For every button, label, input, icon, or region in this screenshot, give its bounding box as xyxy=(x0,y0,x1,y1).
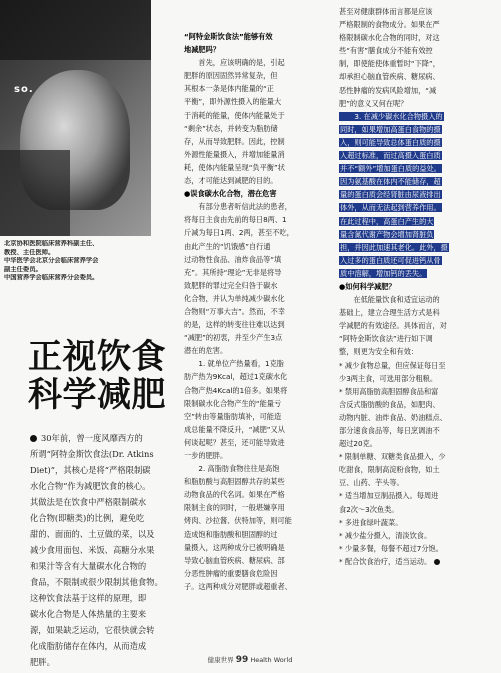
line-text: 斤减为每日1两、2两，甚至不吃， xyxy=(184,228,294,238)
intro-line-text: 源，如果缺乏运动，它很快就会转 xyxy=(30,625,155,635)
body-line xyxy=(184,109,317,122)
body-line xyxy=(339,254,472,267)
intro-line xyxy=(30,494,168,510)
line-text: 食2次～3次鱼类。 xyxy=(339,504,399,514)
body-line xyxy=(184,554,317,567)
body-line xyxy=(339,463,472,476)
footer-brand: 健康世界 xyxy=(207,656,234,664)
body-line xyxy=(339,293,472,306)
body-line xyxy=(339,136,472,149)
body-line xyxy=(184,357,317,370)
line-text: 态，才可能达到减肥的目的。 xyxy=(184,176,278,186)
line-text: 烤肉、沙拉酱、伏特加等，则可能 xyxy=(184,516,292,526)
line-text: 并不“额外”增加蛋白质的益处。 xyxy=(340,164,441,174)
intro-line xyxy=(30,606,168,622)
line-text: “减肥”的初衷，并至少产生3点 xyxy=(184,333,283,343)
line-text: 合物则“万事大吉”。然而，不幸 xyxy=(184,306,285,316)
body-line xyxy=(339,503,472,516)
body-line xyxy=(184,318,317,331)
line-text: 吃甜食，限制高淀粉食物，如土 xyxy=(339,465,440,475)
line-text: 有部分患者听信此法的患者， xyxy=(184,202,292,212)
intro-line-text: 和果汁等含有大量碳水化合物的 xyxy=(30,561,147,571)
body-line xyxy=(339,123,472,136)
line-text: 2. 高脂肪食物往往是高饱 xyxy=(184,464,280,474)
line-text: 限制主食的同时，一般堪嫌享用 xyxy=(184,503,285,513)
line-text: 何谈起呢？甚至，还可能导致进 xyxy=(184,437,285,447)
body-line xyxy=(184,292,317,305)
line-text: “剩余”状态，并转变为脂肪储 xyxy=(184,123,278,133)
body-line xyxy=(339,489,472,502)
line-text: * 减少食物总量，但应保证每日至 xyxy=(339,360,446,370)
body-line xyxy=(184,488,317,501)
line-text: 甚至对健康群体而言都是应该 xyxy=(339,7,433,16)
body-line xyxy=(184,213,317,226)
intro-line-text: 化成脂肪储存在体内，从而造成 xyxy=(30,641,147,651)
line-text: 动物内脏、油炸食品、奶油糕点、 xyxy=(339,412,447,422)
article-headline xyxy=(28,338,166,414)
intro-line-text: 减少食用面包、米饭、高糖分水果 xyxy=(30,545,155,555)
line-text: 存，从而导致肥胖。因此，控制 xyxy=(184,136,285,146)
body-line xyxy=(339,529,472,542)
line-text: 于消耗的能量，使体内能量处于 xyxy=(184,110,285,120)
author-line: 北京协和医院临床营养科副主任、 xyxy=(4,240,99,247)
line-text: 造成饱和脂肪酸和胆固醇的过 xyxy=(184,529,278,539)
section-heading xyxy=(184,43,317,56)
body-line xyxy=(184,161,317,174)
intro-line-text: 化合物(即糖类)的比例，避免吃 xyxy=(30,513,145,523)
body-line xyxy=(339,228,472,241)
line-text: 致肥胖的罪过完全归咎于碳水 xyxy=(184,280,278,290)
line-text: 空”转由等量脂肪填补，可能造 xyxy=(184,411,282,421)
body-line xyxy=(184,279,317,292)
line-text: 一步的肥胖。 xyxy=(184,451,228,460)
body-column-middle xyxy=(184,30,317,593)
line-text: 充”。其所持“理论”无非是将导 xyxy=(184,267,282,277)
body-line xyxy=(184,501,317,514)
line-text: 些“有害”膳食成分不能有效控 xyxy=(339,46,433,56)
body-line xyxy=(184,567,317,580)
body-line xyxy=(184,331,317,344)
line-text: 首先，应该明确的是，引起 xyxy=(184,58,285,68)
line-text: 制，即使能使体重暂时“下降”， xyxy=(339,59,440,69)
intro-line-text: 甜的、面面的、土豆做的菜，以及 xyxy=(30,529,155,539)
line-text: 恶性肿瘤的发病风险增加，“减 xyxy=(339,85,437,95)
photo-overlay-text: so. xyxy=(14,84,34,95)
body-line xyxy=(339,149,472,162)
intro-line-text: 肥胖。 xyxy=(30,657,55,667)
line-text: 入超过标准，而过高摄入蛋白质 xyxy=(340,151,441,161)
body-line xyxy=(184,82,317,95)
intro-line xyxy=(30,462,168,478)
body-line xyxy=(339,215,472,228)
line-text: 将每日主食由先前的每日8两、1 xyxy=(184,215,287,225)
body-line xyxy=(184,528,317,541)
body-line xyxy=(339,44,472,57)
intro-line xyxy=(30,542,168,558)
line-text: 子。这两种成分对肥胖或超重者、 xyxy=(184,581,292,591)
body-line xyxy=(184,69,317,82)
headline-line-2: 科学减肥 xyxy=(28,375,166,415)
body-line xyxy=(184,475,317,488)
body-line xyxy=(339,97,472,110)
line-text: 1. 就单位产热量看，1克脂 xyxy=(184,359,284,369)
intro-line xyxy=(30,510,168,526)
intro-line-text: Diet)”，其核心是将“严格限制碳 xyxy=(30,465,151,475)
author-line: 中华医学会北京分会临床营养学会 xyxy=(4,257,99,265)
photo-shadow xyxy=(0,0,151,60)
body-line xyxy=(184,423,317,436)
intro-line xyxy=(30,638,168,654)
line-text: 部分速食食品等，每日烹调油不 xyxy=(339,426,440,435)
intro-line-text: 所谓“阿特金斯饮食法(Dr. Atkins xyxy=(30,449,154,459)
body-line xyxy=(339,18,472,31)
line-text: ●如何科学减肥？ xyxy=(339,281,396,291)
body-line xyxy=(339,437,472,450)
line-text: 导致心脑血管疾病、糖尿病、部 xyxy=(184,555,285,565)
body-line xyxy=(339,398,472,411)
section-heading xyxy=(184,30,317,43)
body-column-right xyxy=(339,5,472,568)
intro-line xyxy=(30,446,168,462)
body-line xyxy=(339,424,472,437)
section-heading xyxy=(184,187,317,200)
line-text: 的是，这样的转变往往难以达到 xyxy=(184,320,285,330)
body-line xyxy=(339,411,472,424)
body-line xyxy=(339,110,472,123)
line-text: 量的蛋白质会经肾脏由尿液排出 xyxy=(340,190,441,200)
line-text: 合物产热4Kcal的1倍多。如果将 xyxy=(184,385,288,395)
body-line xyxy=(339,332,472,345)
body-line xyxy=(184,200,317,213)
body-line xyxy=(339,372,472,385)
body-line xyxy=(184,174,317,187)
line-text: * 适当增加豆制品摄入。每周进 xyxy=(339,491,439,501)
intro-line-text: 30年前，曾一度风靡西方的 xyxy=(41,433,143,443)
page-number: 99 xyxy=(235,655,249,665)
photo-dark-area xyxy=(0,150,70,236)
intro-line xyxy=(30,622,168,638)
line-text: 耗，使体内能量呈现“负平衡”状 xyxy=(184,162,285,172)
line-text: 含反式脂肪酸的食品，如肥肉、 xyxy=(339,399,440,409)
line-text: 和脂肪酸与高胆固醇共存的某些 xyxy=(184,477,285,487)
body-line xyxy=(184,148,317,161)
headline-line-1: 正视饮食 xyxy=(28,337,166,377)
line-text: 成总能量不降反升，“减肥”又从 xyxy=(184,424,285,434)
line-text: 限制碳水化合物产生的“能量亏 xyxy=(184,398,282,408)
line-text: 学减肥的有效途径。具体而言，对 xyxy=(339,321,447,331)
body-line xyxy=(339,319,472,332)
line-text: 肪产热为9Kcal，超过1克碳水化 xyxy=(184,372,288,382)
body-line xyxy=(184,541,317,554)
intro-line xyxy=(30,590,168,606)
line-text: 地减肥吗？ xyxy=(184,45,220,55)
body-line xyxy=(339,306,472,319)
author-line: 教授、主任医师。 xyxy=(4,248,55,256)
line-text: 潜在的危害。 xyxy=(184,346,228,356)
line-text: 基础上，建立合理生活方式是科 xyxy=(339,308,440,318)
line-text: 其根本一条是体内能量的“正 xyxy=(184,84,274,94)
author-line: 副主任委员。 xyxy=(4,265,42,273)
section-heading xyxy=(339,280,472,293)
intro-line-text: 这种饮食法基于这样的原理，即 xyxy=(30,593,147,603)
author-bio xyxy=(4,240,152,283)
body-line xyxy=(339,385,472,398)
body-line xyxy=(184,410,317,423)
body-line xyxy=(339,542,472,555)
line-text: * 禁用高脂肪高胆固醇食品和富 xyxy=(339,386,439,396)
intro-line xyxy=(30,430,168,446)
body-line xyxy=(339,241,472,254)
line-text: 外源性能量摄入，并增加能量消 xyxy=(184,149,285,159)
end-mark-icon xyxy=(434,559,440,565)
line-text: 由此产生的“饥饿感”自行通 xyxy=(184,241,271,251)
body-line xyxy=(339,516,472,529)
intro-line xyxy=(30,558,168,574)
body-line xyxy=(339,201,472,214)
line-text: 担，并因此加速其老化。此外，摄 xyxy=(340,242,448,252)
line-text: * 多进食绿叶蔬菜。 xyxy=(339,517,403,527)
line-text: 过动物性食品、油炸食品等“填 xyxy=(184,254,282,264)
intro-line xyxy=(30,654,168,670)
body-line xyxy=(184,462,317,475)
line-text: 量含氮代谢产物会增加肾脏负 xyxy=(340,229,434,239)
body-line xyxy=(184,95,317,108)
body-line xyxy=(184,580,317,593)
line-text: 却承担心脑血管疾病、糖尿病、 xyxy=(339,72,440,82)
body-line xyxy=(184,449,317,462)
line-text: 入过多的蛋白质还可促进钙从骨 xyxy=(340,255,441,265)
body-line xyxy=(184,384,317,397)
portrait-photo xyxy=(0,0,151,236)
body-line xyxy=(339,450,472,463)
body-line xyxy=(184,344,317,357)
line-text: 量摄入，这两种成分已被明确是 xyxy=(184,542,285,552)
body-line xyxy=(184,370,317,383)
body-line xyxy=(339,5,472,18)
intro-line-text: 食品，不限制或很少限制其他食物。 xyxy=(30,577,163,587)
body-line xyxy=(184,266,317,279)
line-text: 肥胖的原因固然异常复杂，但 xyxy=(184,71,278,81)
line-text: 动物食品的代名词。如果在严格 xyxy=(184,490,285,500)
body-line xyxy=(339,31,472,44)
line-text: * 配合饮食治疗，适当运动。 xyxy=(339,556,432,566)
body-line xyxy=(339,359,472,372)
line-text: 肥”的意义又何在呢？ xyxy=(339,98,408,108)
line-text: 超过20克。 xyxy=(339,439,377,449)
line-text: 在此过程中，高蛋白产生的大 xyxy=(340,216,434,226)
body-line xyxy=(184,436,317,449)
line-text: 分恶性肿瘤的重要膳食危险因 xyxy=(184,568,278,578)
intro-line-text: 碳水化合物是人体热量的主要来 xyxy=(30,609,147,619)
line-text: 3. 在减少碳水化合物摄入的 xyxy=(340,111,443,121)
body-line xyxy=(339,70,472,83)
intro-line xyxy=(30,526,168,542)
body-line xyxy=(339,345,472,358)
intro-line-text: 水化合物”作为减肥饮食的核心。 xyxy=(30,481,151,491)
bullet-icon xyxy=(30,435,37,442)
line-text: “阿特金斯饮食法”进行如下调 xyxy=(339,334,433,344)
body-line xyxy=(339,162,472,175)
line-text: 同时，如果增加高蛋白食物的摄 xyxy=(340,124,441,134)
line-text: 因为氨基酸在体内不能储存，超 xyxy=(340,177,441,187)
line-text: 整，则更为安全和有效： xyxy=(339,347,419,357)
line-text: * 减少盐分摄入，清淡饮食。 xyxy=(339,530,432,540)
body-line xyxy=(339,476,472,489)
body-line xyxy=(184,253,317,266)
body-line xyxy=(339,57,472,70)
body-line xyxy=(184,226,317,239)
intro-line xyxy=(30,574,168,590)
body-line xyxy=(339,175,472,188)
line-text: 化合物，并认为单纯减少碳水化 xyxy=(184,293,285,303)
author-line: 中国营养学会临床营养分会委员。 xyxy=(4,274,99,282)
footer-brand-en: Health World xyxy=(250,656,293,664)
body-line xyxy=(184,305,317,318)
page-footer xyxy=(170,655,330,665)
body-line xyxy=(339,84,472,97)
body-line xyxy=(184,122,317,135)
line-text: 质中溶解，增加钙的丢失。 xyxy=(340,268,427,278)
line-text: * 少量多餐，每餐不超过7分饱。 xyxy=(339,543,443,553)
body-line xyxy=(184,397,317,410)
intro-column xyxy=(30,430,168,670)
line-text: 豆、山药、芋头等。 xyxy=(339,478,404,488)
body-line xyxy=(339,188,472,201)
intro-line-text: 其做法是在饮食中严格限制碳水 xyxy=(30,497,147,507)
line-text: 严格限制的食物成分。如果在严 xyxy=(339,20,440,30)
body-line xyxy=(339,555,472,568)
body-line xyxy=(339,267,472,280)
line-text: 格限制碳水化合物的同时，对这 xyxy=(339,33,440,43)
intro-line xyxy=(30,478,168,494)
body-line xyxy=(184,240,317,253)
line-text: 入，则可能导致总体蛋白质的摄 xyxy=(340,137,441,147)
line-text: 在低能量饮食和适宜运动的 xyxy=(339,295,440,305)
line-text: 平衡”，即外源性摄入的能量大 xyxy=(184,97,282,107)
line-text: “阿特金斯饮食法”能够有效 xyxy=(184,32,273,41)
line-text: 体外，从而无法起到营养作用。 xyxy=(340,203,441,213)
line-text: ●误食碳水化合物，潜在危害 xyxy=(184,189,277,199)
line-text: * 限制单糖、双糖类食品摄入，少 xyxy=(339,452,446,462)
line-text: 少3两主食，可选用部分粗粮。 xyxy=(339,373,438,383)
body-line xyxy=(184,135,317,148)
body-line xyxy=(184,56,317,69)
body-line xyxy=(184,514,317,527)
